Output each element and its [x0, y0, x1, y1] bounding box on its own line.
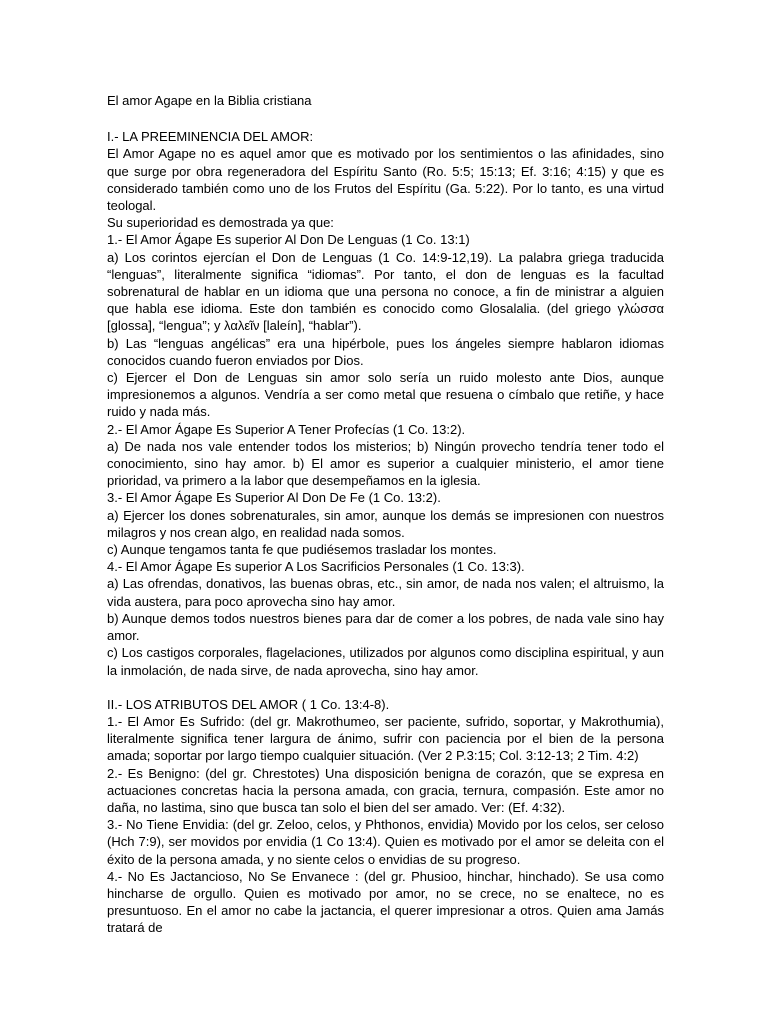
document-title: El amor Agape en la Biblia cristiana — [107, 93, 312, 108]
paragraph: 2.- El Amor Ágape Es Superior A Tener Profecías (1 Co. 13:2). — [107, 421, 466, 437]
paragraph: a) De nada nos vale entender todos los misterios; b) Ningún provecho tendría tener todo el conocimiento, sino hay amor. b) El amor es superior a cualquier ministerio, el amor tiene prioridad, va primero a la labor que desempeñamos en la iglesia. — [107, 438, 664, 489]
paragraph: c) Los castigos corporales, flagelaciones, utilizados por algunos como disciplina espiritual, y aun la inmolación, de nada sirve, de nada aprovecha, sino hay amor. — [107, 645, 664, 678]
paragraph: b) Aunque demos todos nuestros bienes para dar de comer a los pobres, de nada vale sino hay amor. — [107, 610, 664, 644]
paragraph: a) Ejercer los dones sobrenaturales, sin amor, aunque los demás se impresionen con nuestros milagros y nos crean algo, en realidad nada somos. — [107, 507, 664, 540]
paragraph: El Amor Agape no es aquel amor que es motivado por los sentimientos o las afinidades, sino que surge por obra regeneradora del Espíritu Santo (Ro. 5:5; 15:13; Ef. 3:16; 4:15) y que es considerado también como uno de los Frutos del Espíritu (Ga. 5:22). Por lo tanto, es una virtud teologal. — [107, 146, 664, 214]
section-heading: II.- LOS ATRIBUTOS DEL AMOR ( 1 Co. 13:4-8). — [107, 696, 390, 712]
paragraph: a) Las ofrendas, donativos, las buenas obras, etc., sin amor, de nada nos valen; el altruismo, la vida austera, para poco aprovecha sino hay amor. — [107, 576, 664, 609]
paragraph: 1.- El Amor Ágape Es superior Al Don De Lenguas (1 Co. 13:1) — [107, 232, 470, 248]
section-heading: I.- LA PREEMINENCIA DEL AMOR: — [107, 129, 314, 145]
paragraph: 3.- No Tiene Envidia: (del gr. Zeloo, celos, y Phthonos, envidia) Movido por los celos, ser celoso (Hch 7:9), ser movidos por envidia (1 Co 13:4). Quien es motivado por el amor se deleita con el éxito de la persona amada, y no siente celos o envidias de su progreso. — [107, 817, 664, 867]
paragraph: 1.- El Amor Es Sufrido: (del gr. Makrothumeo, ser paciente, sufrido, soportar, y Makrothumia), literalmente significa tener largura de ánimo, sufrir con paciencia por el bien de la persona amada; soportar por largo tiempo cualquier situación. (Ver 2 P.3:15; Col. 3:12-13; 2 Tim. 4:2) — [107, 713, 664, 764]
paragraph: b) Las “lenguas angélicas” era una hipérbole, pues los ángeles siempre hablaron idiomas conocidos cuando fueron enviados por Dios. — [107, 335, 664, 368]
paragraph: a) Los corintos ejercían el Don de Lenguas (1 Co. 14:9-12,19). La palabra griega traducida “lenguas”, literalmente significa “idiomas”. Por tanto, el don de lenguas es la facultad sobrenatural de hablar en un idioma que una persona no conoce, a fin de ministrar a alguien que habla ese idioma. Este don también es conocido como Glosalalia. (del griego γλώσσα [glossa], “lengua”; y λαλεῖν [laleín], “hablar”). — [107, 249, 664, 334]
paragraph: c) Aunque tengamos tanta fe que pudiésemos trasladar los montes. — [107, 542, 497, 558]
paragraph: 2.- Es Benigno: (del gr. Chrestotes) Una disposición benigna de corazón, que se expresa en actuaciones concretas hacia la persona amada, con gracia, ternura, compasión. Este amor no daña, no lastima, sino que busca tan solo el bien del ser amado. Ver: (Ef. 4:32). — [107, 765, 664, 815]
paragraph: c) Ejercer el Don de Lenguas sin amor solo sería un ruido molesto ante Dios, aunque impresionemos a algunos. Vendría a ser como metal que resuena o címbalo que retiñe, y hace ruido y nada más. — [107, 370, 664, 420]
paragraph: 4.- El Amor Ágape Es superior A Los Sacrificios Personales (1 Co. 13:3). — [107, 559, 525, 575]
paragraph: Su superioridad es demostrada ya que: — [107, 215, 334, 231]
paragraph: 3.- El Amor Ágape Es Superior Al Don De Fe (1 Co. 13:2). — [107, 490, 441, 506]
paragraph: 4.- No Es Jactancioso, No Se Envanece : (del gr. Phusioo, hinchar, hinchado). Se usa como hincharse de orgullo. Quien es motivado por amor, no se crece, no se enaltece, no es presuntuoso. En el amor no cabe la jactancia, el querer impresionar a otros. Quien ama Jamás tratará de — [107, 868, 664, 936]
